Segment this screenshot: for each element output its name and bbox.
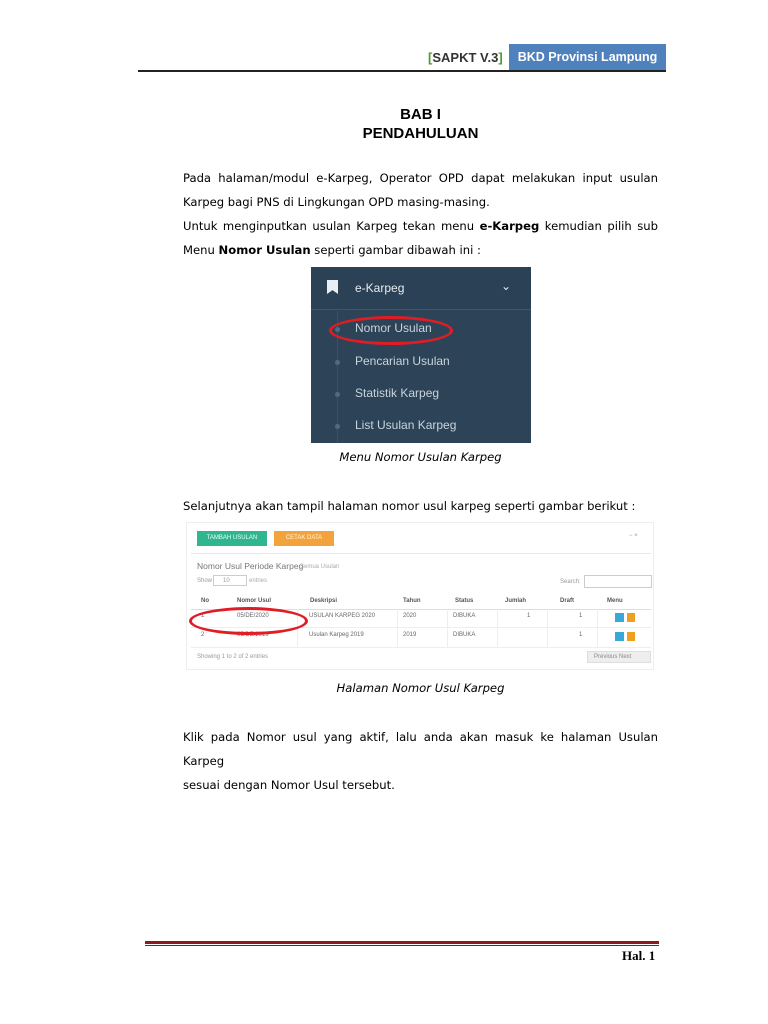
cell-tahun: 2019 <box>403 632 417 638</box>
menu-screenshot <box>311 267 531 443</box>
bullet-icon <box>335 392 340 397</box>
text-span: kemudian pilih sub <box>539 219 658 233</box>
column-separator <box>447 609 448 647</box>
column-header: Menu <box>607 598 623 604</box>
paragraph-line <box>183 238 658 262</box>
cell-draft: 1 <box>579 613 583 619</box>
table-info: Showing 1 to 2 of 2 entries <box>197 654 269 660</box>
cell-tahun: 2020 <box>403 613 417 619</box>
submenu-label: Nomor Usulan <box>355 321 432 335</box>
footer-rule <box>145 945 659 946</box>
cell-no: 1 <box>201 613 205 619</box>
text-span: Untuk menginputkan usulan Karpeg tekan menu <box>183 219 480 233</box>
edit-icon[interactable] <box>615 613 624 622</box>
paragraph-line: Pada halaman/modul e-Karpeg, Operator OPD dapat melakukan input usulan <box>183 171 658 185</box>
paragraph-intro <box>183 166 658 214</box>
submenu-item-statistik-karpeg[interactable] <box>311 378 531 410</box>
paragraph-click <box>183 725 658 797</box>
menu-name-bold: e-Karpeg <box>479 219 540 233</box>
entries-select[interactable]: 10 <box>213 575 247 586</box>
add-usulan-button[interactable]: TAMBAH USULAN <box>197 531 267 546</box>
chapter-number: BAB I <box>400 106 441 123</box>
column-separator <box>397 609 398 647</box>
pagination[interactable]: Previous Next <box>587 651 651 663</box>
header-rule <box>138 70 666 72</box>
submenu-label: List Usulan Karpeg <box>355 418 457 432</box>
submenu-name-bold: Nomor Usulan <box>218 243 311 257</box>
panel-controls[interactable]: − × <box>629 533 638 539</box>
footer-rule <box>145 941 659 944</box>
column-separator <box>547 609 548 647</box>
column-header[interactable]: Nomor Usul <box>237 598 272 604</box>
paragraph-line: sesuai dengan Nomor Usul tersebut. <box>183 778 395 792</box>
column-separator <box>497 609 498 647</box>
submenu-item-list-usulan-karpeg[interactable] <box>311 410 531 442</box>
menu-header[interactable] <box>311 267 531 310</box>
column-separator <box>597 609 598 647</box>
org-badge: BKD Provinsi Lampung <box>509 44 666 71</box>
submenu-label: Pencarian Usulan <box>355 354 450 368</box>
doc-code <box>428 50 503 65</box>
paragraph-line: Karpeg bagi PNS di Lingkungan OPD masing-masing. <box>183 195 490 209</box>
delete-icon[interactable] <box>627 632 635 641</box>
cell-deskripsi: Usulan Karpeg 2019 <box>309 632 364 638</box>
text-span: Menu <box>183 243 219 257</box>
divider <box>191 553 651 554</box>
row-divider <box>191 647 651 648</box>
search-label: Search: <box>560 579 581 585</box>
entries-label: entries <box>249 578 268 584</box>
chevron-down-icon: ⌄ <box>501 279 512 293</box>
paragraph-instruction <box>183 214 658 262</box>
panel-title: Nomor Usul Periode Karpeg <box>197 561 304 571</box>
cell-nomor-usul[interactable]: 05/DE/2020 <box>237 613 269 619</box>
column-header[interactable]: No <box>201 598 209 604</box>
highlight-oval <box>189 607 308 635</box>
column-header[interactable]: Deskripsi <box>310 598 338 604</box>
column-header[interactable]: Draft <box>560 598 575 604</box>
delete-icon[interactable] <box>627 613 635 622</box>
figure-caption: Menu Nomor Usulan Karpeg <box>339 450 502 464</box>
edit-icon[interactable] <box>615 632 624 641</box>
submenu-item-pencarian-usulan[interactable] <box>311 346 531 378</box>
show-label: Show <box>197 578 213 584</box>
text-span: seperti gambar dibawah ini : <box>310 243 481 257</box>
cell-no: 2 <box>201 632 205 638</box>
figure-caption: Halaman Nomor Usul Karpeg <box>336 681 505 695</box>
page-number: Hal. 1 <box>622 948 656 963</box>
paragraph-line <box>183 214 658 238</box>
cell-deskripsi: USULAN KARPEG 2020 <box>309 613 376 619</box>
paragraph-line: Klik pada Nomor usul yang aktif, lalu anda akan masuk ke halaman Usulan Karpeg <box>183 730 658 768</box>
doc-code-text: SAPKT V.3 <box>432 50 499 65</box>
cell-status: DIBUKA <box>453 632 476 638</box>
column-header[interactable]: Jumlah <box>505 598 527 604</box>
search-input[interactable] <box>584 575 652 588</box>
table-screenshot <box>186 522 654 670</box>
cell-jumlah: 1 <box>527 613 531 619</box>
cell-draft: 1 <box>579 632 583 638</box>
chapter-title: PENDAHULUAN <box>362 125 479 142</box>
panel-subtitle: Semua Usulan <box>300 564 340 570</box>
bullet-icon <box>335 424 340 429</box>
column-header[interactable]: Tahun <box>403 598 421 604</box>
cell-status: DIBUKA <box>453 613 476 619</box>
bookmark-icon <box>327 280 338 294</box>
menu-title: e-Karpeg <box>355 281 405 295</box>
submenu-label: Statistik Karpeg <box>355 386 440 400</box>
highlight-oval <box>329 316 453 345</box>
bracket-open: [ <box>428 50 433 65</box>
column-header[interactable]: Status <box>455 598 474 604</box>
cell-nomor-usul[interactable]: 05/DE/2019 <box>237 632 269 638</box>
print-button[interactable]: CETAK DATA <box>274 531 334 546</box>
bracket-close: ] <box>498 50 503 65</box>
bullet-icon <box>335 360 340 365</box>
paragraph-next: Selanjutnya akan tampil halaman nomor usul karpeg seperti gambar berikut : <box>183 499 636 513</box>
